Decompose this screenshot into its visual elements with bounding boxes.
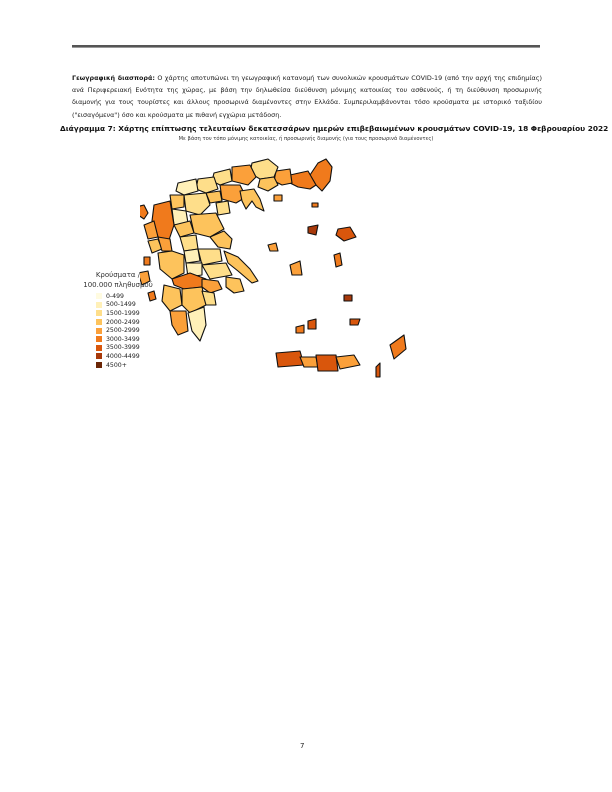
region-paros <box>296 325 304 333</box>
legend-swatch <box>96 302 102 308</box>
region-pella <box>196 177 218 193</box>
legend-swatch <box>96 336 102 342</box>
legend-label: 2500-2999 <box>106 327 140 335</box>
legend-swatch <box>96 353 102 359</box>
legend-swatch <box>96 319 102 325</box>
figure-title: Διάγραμμα 7: Χάρτης επίπτωσης τελευταίων δεκατεσσάρων ημερών επιβεβαιωμένων κρουσμάτων COVID-19, 18 Φεβρουαρίου 2022 <box>60 124 609 133</box>
legend-item <box>96 326 168 335</box>
legend-label: 3000-3499 <box>106 335 140 343</box>
legend-swatch <box>96 310 102 316</box>
legend-swatch <box>96 362 102 368</box>
region-karditsa <box>180 235 198 251</box>
legend-label: 500-1499 <box>106 301 136 309</box>
legend-label: 2000-2499 <box>106 318 140 326</box>
header-rule <box>72 45 540 48</box>
legend-swatch <box>96 328 102 334</box>
legend-label: 1500-1999 <box>106 309 140 317</box>
region-attica <box>226 277 244 293</box>
region-lakonia <box>188 307 206 341</box>
region-messinia <box>170 311 188 335</box>
legend-title-line1: Κρούσματα / <box>95 271 141 279</box>
region-viotia <box>202 263 232 279</box>
region-rhodes <box>390 335 406 359</box>
region-corfu <box>140 205 148 219</box>
region-lesvos <box>336 227 356 241</box>
region-lasithi <box>336 355 360 369</box>
legend-title-line2: 100.000 πληθυσμού <box>83 281 153 289</box>
region-chalkidiki <box>240 189 264 211</box>
legend-item <box>96 301 168 310</box>
legend-swatch <box>96 345 102 351</box>
legend-item <box>96 361 168 370</box>
region-evrytania <box>184 249 200 263</box>
region-thasos <box>274 195 282 201</box>
region-kozani <box>184 193 210 215</box>
region-heraklion <box>316 355 338 371</box>
region-skyros <box>290 261 302 275</box>
legend-item <box>96 318 168 327</box>
region-chios <box>334 253 342 267</box>
region-kastoria <box>170 195 184 209</box>
region-limnos <box>308 225 318 235</box>
intro-paragraph <box>72 72 542 121</box>
page-number: 7 <box>300 742 305 750</box>
region-chania <box>276 351 304 367</box>
region-naxos <box>308 319 316 329</box>
region-korinthia <box>202 279 222 293</box>
intro-text: Ο χάρτης αποτυπώνει τη γεωγραφική κατανομή των συνολικών κρουσμάτων COVID-19 (από την αρχή της επιδημίας) ανά Περιφερειακή Ενότητα της χώρας, με βάση την δηλωθείσα διεύθυνση μόνιμης κατοικίας του ασθενούς, ή τη διεύθυνση προσωρινής διαμονής για τους τουρίστες και άλλους προσωρινά διαμένοντες στην Ελλάδα. Συμπεριλαμβάνονται τόσο κρούσματα με ιστορικό ταξιδίου ("εισαγόμενα") όσο και κρούσματα με πιθανή εγχώρια μετάδοση. <box>72 74 542 119</box>
legend-label: 0-499 <box>106 292 124 300</box>
legend-item <box>96 344 168 353</box>
region-kavala <box>258 177 278 191</box>
region-pieria <box>216 201 230 215</box>
region-karpathos <box>376 363 380 377</box>
legend-item <box>96 335 168 344</box>
legend-item <box>96 352 168 361</box>
legend-swatch <box>96 293 102 299</box>
region-samothraki <box>312 203 318 207</box>
region-florina <box>176 179 198 195</box>
map-legend <box>78 270 168 369</box>
greece-choropleth-map <box>140 145 440 405</box>
figure-subtitle: Με βάση τον τόπο μόνιμης κατοικίας, ή προσωρινής διαμονής (για τους προσωρινά διαμένοντες) <box>178 136 434 142</box>
legend-label: 3500-3999 <box>106 344 140 352</box>
region-samos <box>344 295 352 301</box>
legend-label: 4500+ <box>106 361 127 369</box>
legend-label: 4000-4499 <box>106 352 140 360</box>
region-kos <box>350 319 360 325</box>
legend-item <box>96 309 168 318</box>
region-sporades <box>268 243 278 251</box>
region-lefkada <box>144 257 150 265</box>
intro-lead: Γεωγραφική διασπορά: <box>72 74 155 82</box>
legend-item <box>96 292 168 301</box>
legend-list <box>78 292 168 369</box>
